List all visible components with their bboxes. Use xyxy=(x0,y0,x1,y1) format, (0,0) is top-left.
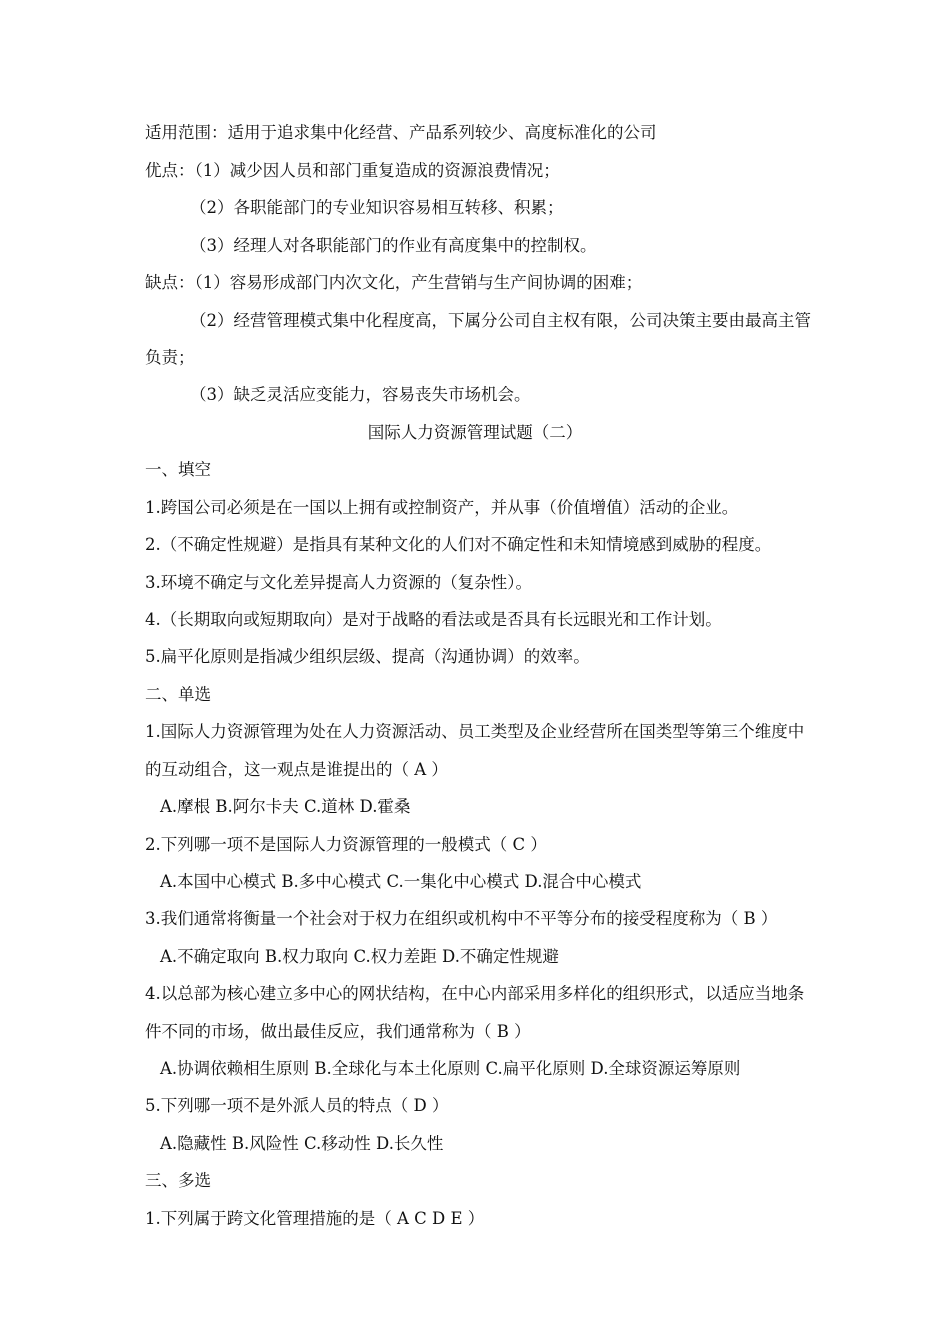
pros-line-2: （2）各职能部门的专业知识容易相互转移、积累； xyxy=(190,198,564,217)
single-q3-options: A.不确定取向 B.权力取向 C.权力差距 D.不确定性规避 xyxy=(160,947,559,966)
pros-line-3: （3）经理人对各职能部门的作业有高度集中的控制权。 xyxy=(190,236,597,255)
exam-title: 国际人力资源管理试题（二） xyxy=(367,423,583,442)
scope-line: 适用范围：适用于追求集中化经营、产品系列较少、高度标准化的公司 xyxy=(145,123,657,142)
section-fill-heading: 一、填空 xyxy=(145,460,211,479)
multi-q1: 1.下列属于跨文化管理措施的是（ A C D E ） xyxy=(145,1209,485,1228)
single-q2: 2.下列哪一项不是国际人力资源管理的一般模式（ C ） xyxy=(145,835,547,854)
section-multi-heading: 三、多选 xyxy=(145,1171,211,1190)
single-q5: 5.下列哪一项不是外派人员的特点（ D ） xyxy=(145,1096,449,1115)
fill-item-1: 1.跨国公司必须是在一国以上拥有或控制资产，并从事（价值增值）活动的企业。 xyxy=(145,498,739,517)
single-q5-options: A.隐藏性 B.风险性 C.移动性 D.长久性 xyxy=(160,1134,444,1153)
fill-item-5: 5.扁平化原则是指减少组织层级、提高（沟通协调）的效率。 xyxy=(145,647,590,666)
section-single-heading: 二、单选 xyxy=(145,685,211,704)
single-q1-line2: 的互动组合，这一观点是谁提出的（ A ） xyxy=(145,760,448,779)
single-q4-line2: 件不同的市场，做出最佳反应，我们通常称为（ B ） xyxy=(145,1022,531,1041)
cons-line-2: （2）经营管理模式集中化程度高，下属分公司自主权有限，公司决策主要由最高主管 xyxy=(190,311,811,330)
single-q1-line1: 1.国际人力资源管理为处在人力资源活动、员工类型及企业经营所在国类型等第三个维度中 xyxy=(145,722,805,741)
fill-item-2: 2.（不确定性规避）是指具有某种文化的人们对不确定性和未知情境感到威胁的程度。 xyxy=(145,535,772,554)
pros-line-1: 优点：（1）减少因人员和部门重复造成的资源浪费情况； xyxy=(145,161,560,180)
single-q4-options: A.协调依赖相生原则 B.全球化与本土化原则 C.扁平化原则 D.全球资源运筹原则 xyxy=(160,1059,741,1078)
single-q2-options: A.本国中心模式 B.多中心模式 C.一集化中心模式 D.混合中心模式 xyxy=(160,872,642,891)
fill-item-4: 4.（长期取向或短期取向）是对于战略的看法或是否具有长远眼光和工作计划。 xyxy=(145,610,722,629)
single-q4-line1: 4.以总部为核心建立多中心的网状结构，在中心内部采用多样化的组织形式，以适应当地条 xyxy=(145,984,805,1003)
cons-line-3: （3）缺乏灵活应变能力，容易丧失市场机会。 xyxy=(190,385,531,404)
fill-item-3: 3.环境不确定与文化差异提高人力资源的（复杂性）。 xyxy=(145,573,532,592)
cons-line-2-cont: 负责； xyxy=(145,348,195,367)
single-q3: 3.我们通常将衡量一个社会对于权力在组织或机构中不平等分布的接受程度称为（ B ） xyxy=(145,909,778,928)
single-q1-options: A.摩根 B.阿尔卡夫 C.道林 D.霍桑 xyxy=(160,797,411,816)
cons-line-1: 缺点：（1）容易形成部门内次文化，产生营销与生产间协调的困难； xyxy=(145,273,643,292)
